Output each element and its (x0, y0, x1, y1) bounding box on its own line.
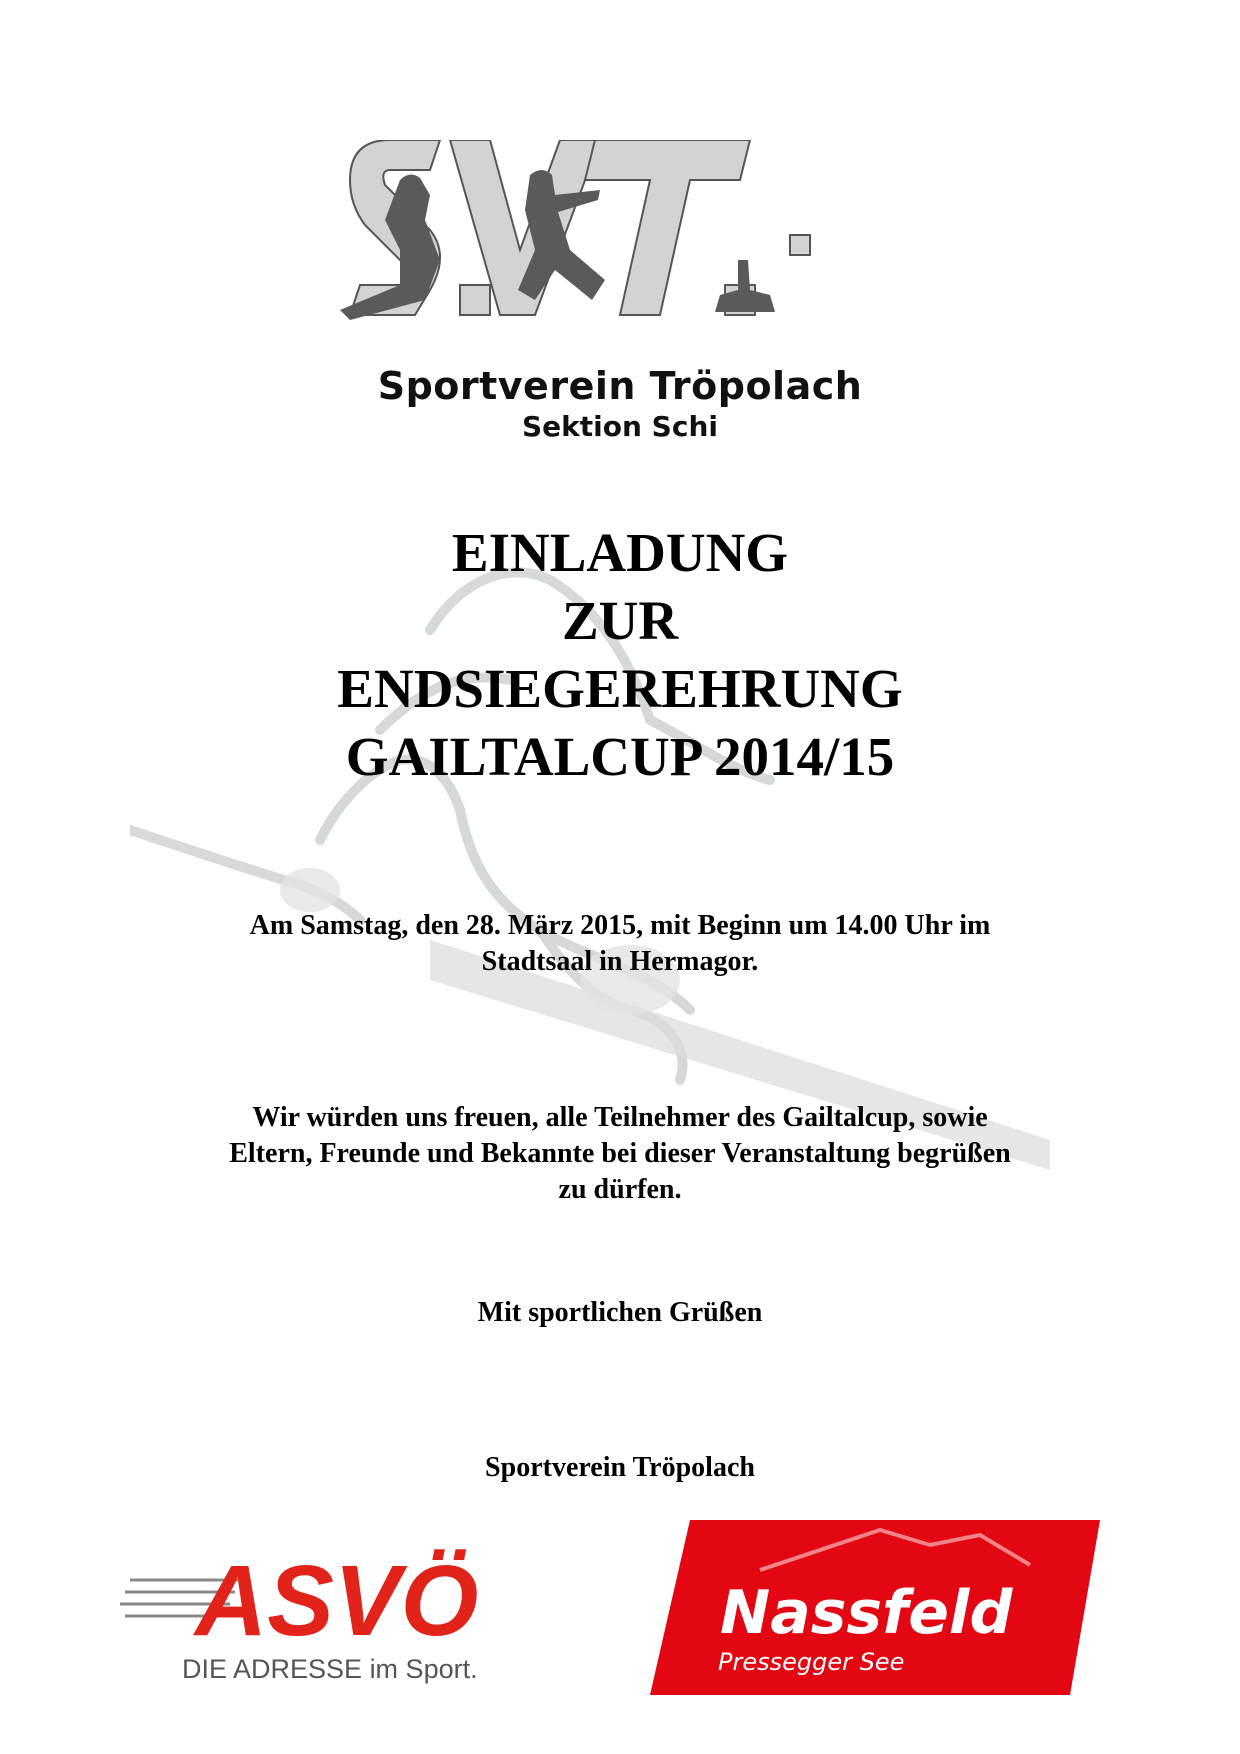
nassfeld-tagline: Pressegger See (718, 1648, 905, 1676)
invitation-line-2: Eltern, Freunde und Bekannte bei dieser Veranstaltung begrüßen (229, 1138, 1011, 1169)
dot-1-shape (460, 285, 490, 315)
logo-section-name: Sektion Schi (522, 410, 718, 443)
dot-3-shape (790, 235, 810, 255)
asvo-logo (120, 1520, 500, 1690)
nassfeld-wordmark: Nassfeld (720, 1578, 1013, 1648)
invitation-line-3: zu dürfen. (558, 1174, 682, 1205)
title-line-3: ENDSIEGEREHRUNG (337, 658, 903, 719)
asvo-wordmark: ASVÖ (195, 1545, 479, 1657)
event-line-2: Stadtsaal in Hermagor. (481, 946, 759, 977)
event-line-1: Am Samstag, den 28. März 2015, mit Beginn um 14.00 Uhr im (249, 910, 991, 941)
glove-shape (280, 868, 340, 912)
title-line-4: GAILTALCUP 2014/15 (345, 726, 895, 787)
invitation-line-1: Wir würden uns freuen, alle Teilnehmer des Gailtalcup, sowie (252, 1102, 988, 1133)
signature: Sportverein Tröpolach (485, 1452, 755, 1483)
logo-club-name: Sportverein Tröpolach (377, 364, 863, 408)
greeting: Mit sportlichen Grüßen (477, 1297, 763, 1328)
asvo-tagline: DIE ADRESSE im Sport. (182, 1654, 478, 1684)
nassfeld-logo (650, 1515, 1100, 1700)
title-line-1: EINLADUNG (451, 522, 789, 583)
title-line-2: ZUR (561, 590, 679, 651)
